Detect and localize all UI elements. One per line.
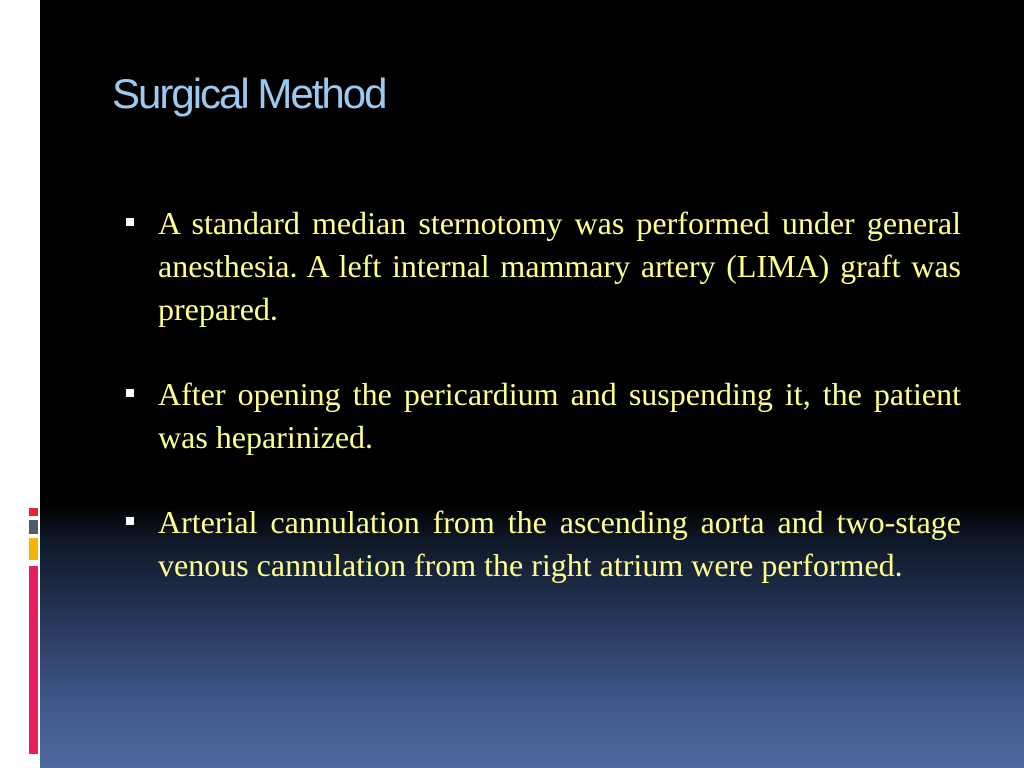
square-bullet-icon: [126, 218, 134, 226]
accent-bar-red: [29, 508, 38, 516]
left-margin-strip: [0, 0, 40, 768]
bullet-text: Arterial cannulation from the ascending aorta and two-stage venous cannulation from the right atrium were performed.: [158, 504, 961, 583]
bullet-item: [158, 373, 961, 459]
accent-bar-pink: [29, 566, 38, 754]
square-bullet-icon: [126, 517, 134, 525]
accent-bar-gray: [29, 520, 38, 534]
bullet-text: A standard median sternotomy was performed under general anesthesia. A left internal mammary artery (LIMA) graft was prepared.: [158, 205, 961, 327]
accent-bar-yellow: [29, 538, 38, 560]
bullet-item: [158, 202, 961, 331]
bullet-text: After opening the pericardium and suspending it, the patient was heparinized.: [158, 376, 961, 455]
slide-title: Surgical Method: [112, 70, 386, 117]
bullet-list: [158, 202, 961, 629]
square-bullet-icon: [126, 389, 134, 397]
slide-canvas: [40, 0, 1024, 768]
bullet-item: [158, 501, 961, 587]
